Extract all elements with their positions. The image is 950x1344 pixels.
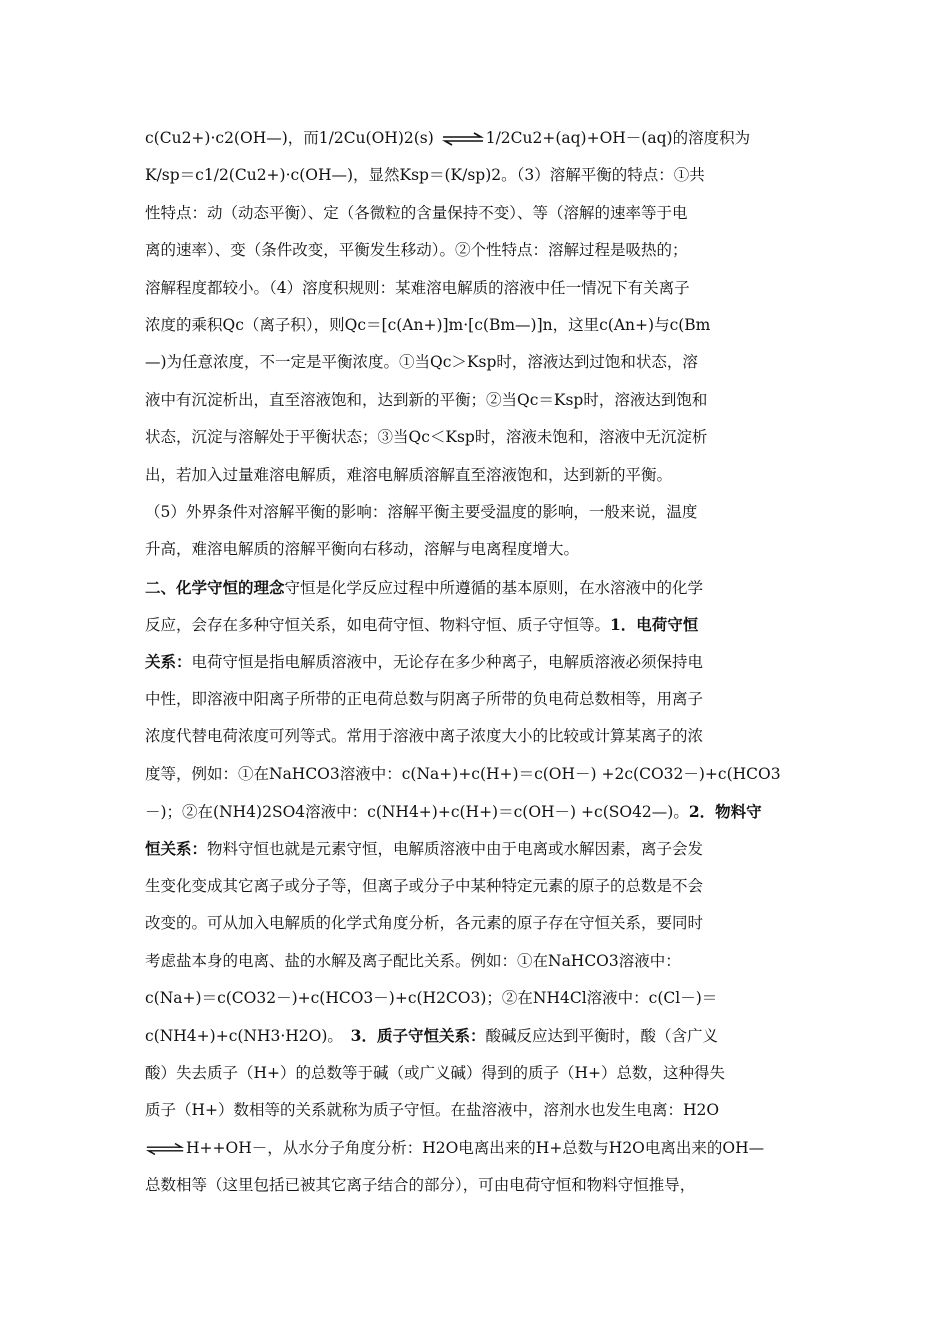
text-line [145,718,805,755]
paragraph-text: 度等，例如：①在NaHCO3溶液中：c(Na+)+c(H+)＝c(OH－) +2c(CO32－)+c(HCO3 [145,764,781,783]
paragraph-text: 改变的。可从加入电解质的化学式角度分析，各元素的原子存在守恒关系，要同时 [145,914,704,933]
paragraph-text: 生变化变成其它离子或分子等，但离子或分子中某种特定元素的原子的总数是不会 [145,876,704,895]
text-line [145,980,805,1017]
equilibrium-arrow-icon [441,132,485,146]
paragraph-text: H++OH－，从水分子角度分析：H2O电离出来的H+总数与H2O电离出来的OH— [186,1138,765,1157]
text-line [145,606,805,643]
text-line [145,195,805,232]
paragraph-text: 离的速率）、变（条件改变，平衡发生移动）。②个性特点：溶解过程是吸热的； [145,241,688,260]
paragraph-text: 出，若加入过量难溶电解质，难溶电解质溶解直至溶液饱和，达到新的平衡。 [145,465,673,484]
text-line [145,419,805,456]
text-line [145,270,805,307]
text-line [145,457,805,494]
text-line [145,120,805,157]
paragraph-text: －)；②在(NH4)2SO4溶液中：c(NH4+)+c(H+)＝c(OH－) +c(SO42—)。 [145,803,689,822]
text-line [145,868,805,905]
bold-heading-text: 关系： [145,652,192,672]
bold-heading-text: 恒关系： [145,839,208,859]
text-line [145,232,805,269]
paragraph-text: 液中有沉淀析出，直至溶液饱和，达到新的平衡；②当Qc＝Ksp时，溶液达到饱和 [145,390,708,409]
body-text [145,120,805,1204]
bold-heading-text: 3．质子守恒关系： [350,1026,486,1046]
paragraph-text: c(Cu2+)·c2(OH—)，而1/2Cu(OH)2(s) [145,129,439,147]
text-line [145,382,805,419]
paragraph-text: 浓度代替电荷浓度可列等式。常用于溶液中离子浓度大小的比较或计算某离子的浓 [145,727,704,746]
paragraph-text: 中性，即溶液中阳离子所带的正电荷总数与阴离子所带的负电荷总数相等，用离子 [145,689,704,708]
paragraph-text: K/sp＝c1/2(Cu2+)·c(OH—)，显然Ksp＝(K/sp)2。（3）溶解平衡的特点：①共 [145,166,705,185]
paragraph-text: —)为任意浓度，不一定是平衡浓度。①当Qc＞Ksp时，溶液达到过饱和状态，溶 [145,353,698,372]
text-line [145,1055,805,1092]
paragraph-text: 电荷守恒是指电解质溶液中，无论存在多少种离子，电解质溶液必须保持电 [191,653,704,672]
text-line [145,830,805,867]
paragraph-text: 性特点：动（动态平衡）、定（各微粒的含量保持不变）、等（溶解的速率等于电 [145,203,688,222]
paragraph-text: 酸）失去质子（H+）的总数等于碱（或广义碱）得到的质子（H+）总数，这种得失 [145,1063,726,1082]
paragraph-text: 升高，难溶电解质的溶解平衡向右移动，溶解与电离程度增大。 [145,540,580,559]
text-line [145,569,805,606]
paragraph-text: （5）外界条件对溶解平衡的影响：溶解平衡主要受温度的影响，一般来说，温度 [145,502,698,521]
text-line [145,793,805,830]
text-line [145,905,805,942]
text-line [145,157,805,194]
paragraph-text: 状态，沉淀与溶解处于平衡状态；③当Qc＜Ksp时，溶液未饱和，溶液中无沉淀析 [145,428,708,447]
text-line [145,943,805,980]
paragraph-text: c(NH4+)+c(NH3·H2O)。 [145,1027,351,1046]
bold-heading-text: 二、化学守恒的理念 [145,577,285,597]
equilibrium-arrow-icon [145,1142,185,1156]
paragraph-text: 酸碱反应达到平衡时，酸（含广义 [485,1027,718,1046]
text-line [145,1017,805,1054]
text-line [145,494,805,531]
text-line [145,531,805,568]
paragraph-text: 物料守恒也就是元素守恒，电解质溶液中由于电离或水解因素，离子会发 [207,840,704,859]
paragraph-text: 浓度的乘积Qc（离子积），则Qc＝[c(An+)]m·[c(Bm—)]n，这里c(An+)与c(Bm [145,315,711,334]
bold-heading-text: 1．电荷守恒 [610,615,699,635]
paragraph-text: 考虑盐本身的电离、盐的水解及离子配比关系。例如：①在NaHCO3溶液中： [145,951,681,970]
bold-heading-text: 2．物料守 [688,802,762,822]
paragraph-text: 守恒是化学反应过程中所遵循的基本原则，在水溶液中的化学 [284,578,704,597]
paragraph-text: 溶解程度都较小。（4）溶度积规则：某难溶电解质的溶液中任一情况下有关离子 [145,278,690,297]
text-line [145,756,805,793]
text-line [145,681,805,718]
text-line [145,1167,805,1204]
text-line [145,1092,805,1129]
paragraph-text: 1/2Cu2+(aq)+OH－(aq)的溶度积为 [485,129,751,147]
paragraph-text: 总数相等（这里包括已被其它离子结合的部分），可由电荷守恒和物料守恒推导， [145,1175,696,1194]
text-line [145,1130,805,1167]
text-line [145,344,805,381]
paragraph-text: c(Na+)＝c(CO32－)+c(HCO3－)+c(H2CO3)；②在NH4Cl溶液中：c(Cl－)＝ [145,988,718,1007]
text-line [145,643,805,680]
paragraph-text: 反应，会存在多种守恒关系，如电荷守恒、物料守恒、质子守恒等。 [145,616,611,635]
paragraph-text: 质子（H+）数相等的关系就称为质子守恒。在盐溶液中，溶剂水也发生电离：H2O [145,1101,720,1120]
text-line [145,307,805,344]
